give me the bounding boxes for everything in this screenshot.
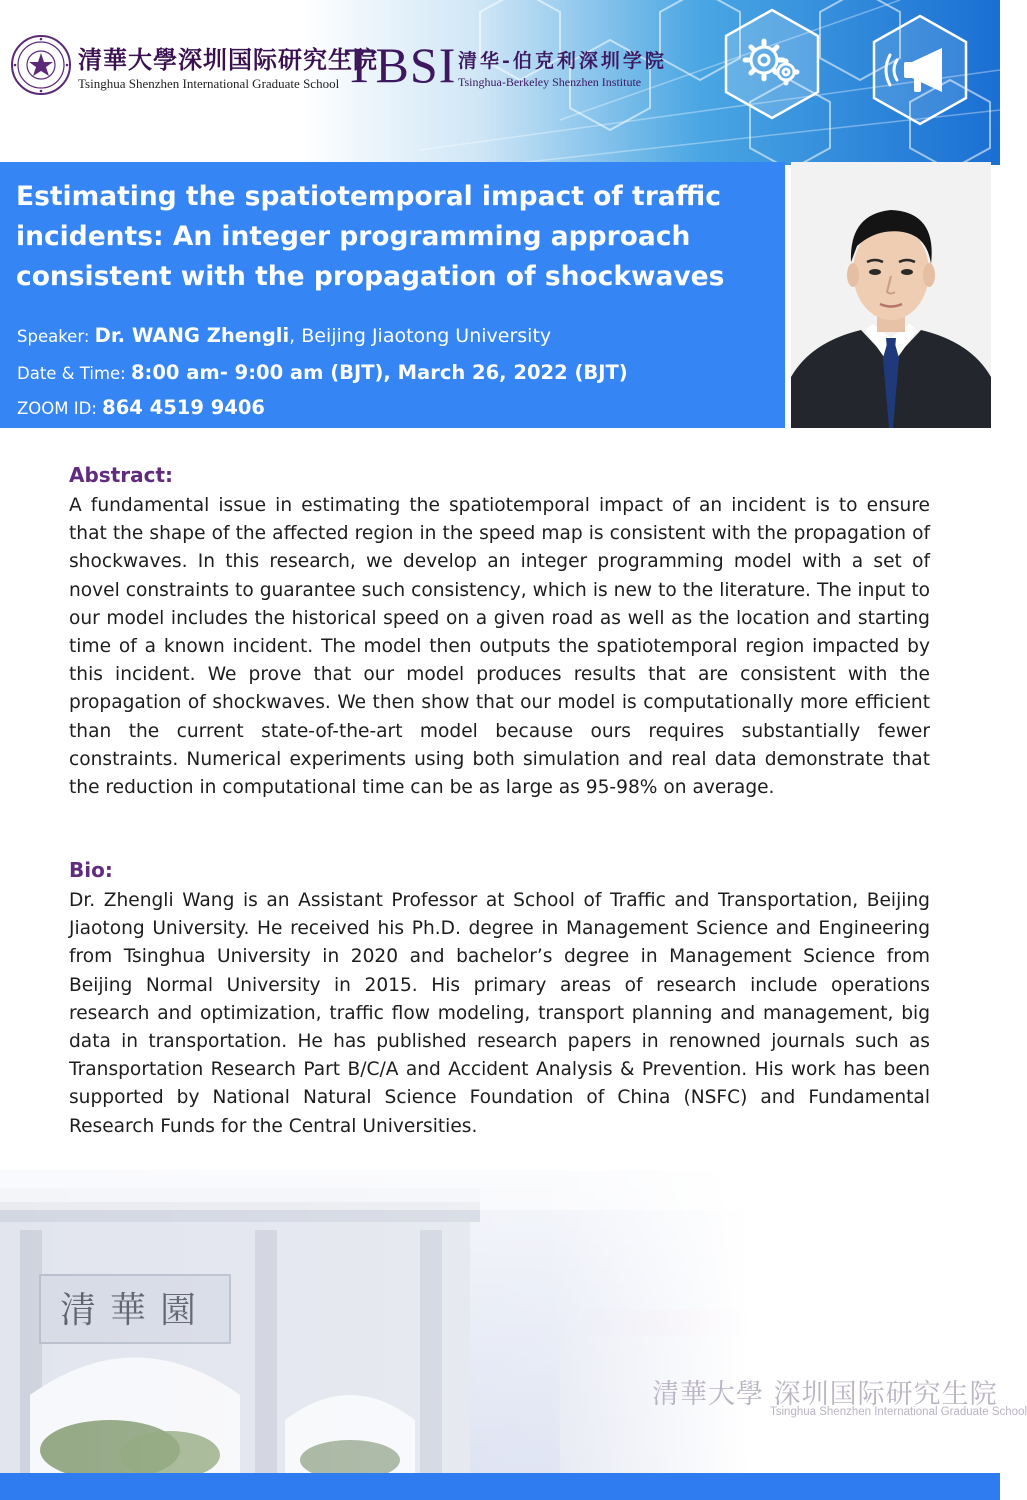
megaphone-icon [870,14,970,126]
zoom-id: 864 4519 9406 [102,396,265,419]
bio-text: Dr. Zhengli Wang is an Assistant Professor at School of Traffic and Transportation, Beijing Jiaotong University. He received his Ph.D. degree in Management Science and Engineering from Tsinghua University in 2020 and bachelor’s degree in Management Science from Beijing Normal University in 2015. His primary areas of research include operations research and optimization, traffic flow modeling, transport planning and management, big data in transportation. He has published research papers in renowned journals such as Transportation Research Part B/C/A and Accident Analysis & Prevention. His work has been supported by National Natural Science Foundation of China (NSFC) and Fundamental Research Funds for the Central Universities. [69,890,930,1137]
tbsi-name-cn: 清华-伯克利深圳学院 [458,50,667,72]
tsinghua-name-en: Tsinghua Shenzhen International Graduate School [78,76,340,91]
speaker-portrait [791,162,991,428]
abstract-text: A fundamental issue in estimating the spatiotemporal impact of an incident is to ensure that the shape of the affected region in the speed map is consistent with the propagation of shockwaves. In this research, we develop an integer programming model with a set of novel constraints to guarantee such consistency, which is new to the literature. The input to our model includes the historical speed on a given road as well as the location and starting time of a known incident. The model then outputs the spatiotemporal region impacted by this incident. We prove that our model produces results that are consistent with the propagation of shockwaves. We then show that our model is computationally more efficient than the current state-of-the-art model because ours requires substantially fewer constraints. Numerical experiments using both simulation and real data demonstrate that the reduction in computational time can be as large as 95-98% on average. [69,495,930,799]
speaker-photo [791,162,991,428]
talk-title: Estimating the spatiotemporal impact of traffic incidents: An integer programming approach consistent with the propagation of shockwaves [16,181,725,292]
watermark-school-en: Tsinghua Shenzhen International Graduate School [770,1406,1027,1418]
speaker-line [17,324,551,347]
gate-drawing [0,1170,1000,1475]
speaker-affiliation: , Beijing Jiaotong University [289,325,552,347]
zoom-label: ZOOM ID: [17,399,103,418]
tsinghua-name-cn: 清華大學深圳国际研究生院 [78,45,378,74]
tbsi-logo-mark: TBSI [344,37,457,93]
zoom-line [17,396,265,419]
tbsi-name-en: Tsinghua-Berkeley Shenzhen Institute [458,75,642,89]
datetime-label: Date & Time: [17,364,131,383]
speaker-name: Dr. WANG Zhengli [94,324,290,347]
abstract-heading: Abstract: [69,463,174,487]
campus-gate-illustration [0,1170,1000,1475]
watermark-school-cn: 清華大學 深圳国际研究生院 [652,1379,998,1410]
datetime-value: 8:00 am- 9:00 am (BJT), March 26, 2022 (BJT) [130,361,628,384]
speaker-label: Speaker: [17,327,95,346]
gear-icon [722,8,822,120]
footer-bar [0,1473,1000,1500]
tsinghua-seal-logo [10,34,72,96]
bio-heading: Bio: [69,858,113,882]
datetime-line [17,361,628,384]
